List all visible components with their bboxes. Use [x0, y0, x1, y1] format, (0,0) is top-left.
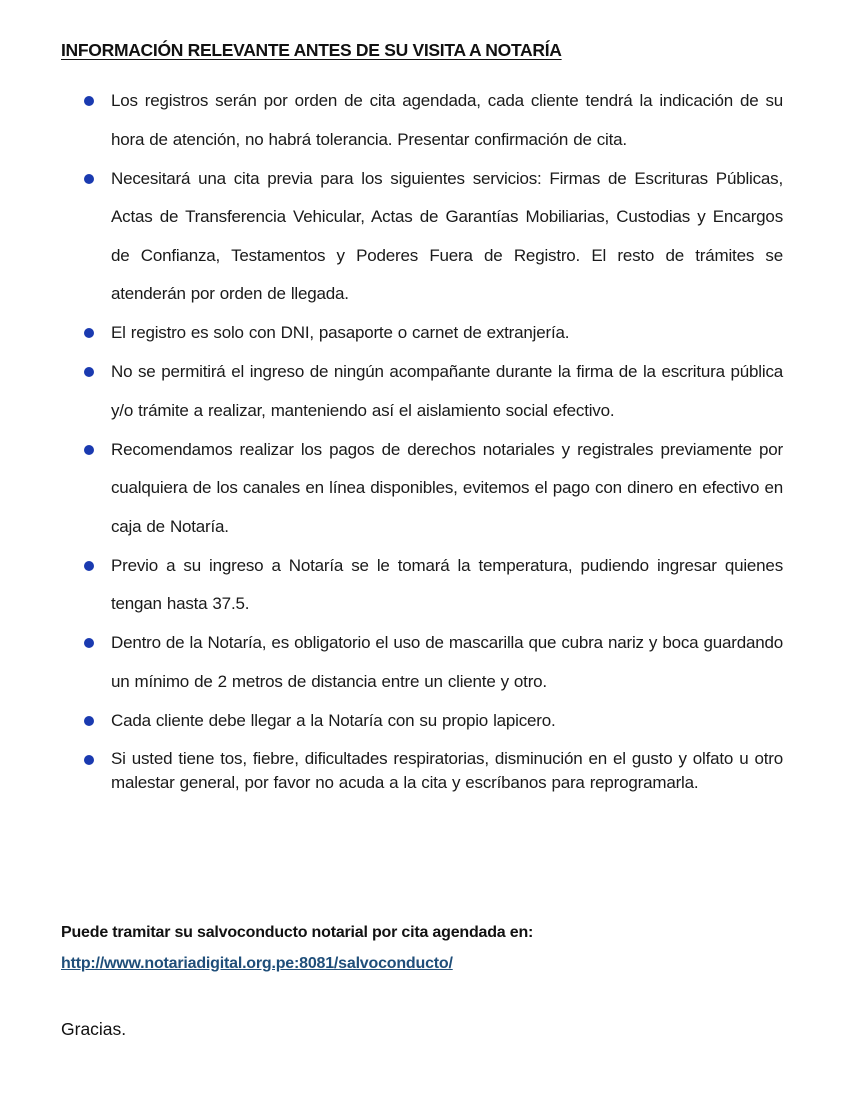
bullet-icon: [84, 716, 94, 726]
list-item-text: Dentro de la Notaría, es obligatorio el uso de mascarilla que cubra nariz y boca guardando un mínimo de 2 metros de distancia entre un cliente y otro.: [111, 633, 783, 691]
info-list: [0, 82, 850, 796]
bullet-icon: [84, 367, 94, 377]
bullet-icon: [84, 561, 94, 571]
list-item: [0, 747, 783, 795]
list-item: [0, 353, 783, 430]
list-item: [0, 314, 783, 353]
closing-text: Gracias.: [61, 1019, 127, 1039]
list-item-text: El registro es solo con DNI, pasaporte o carnet de extranjería.: [111, 323, 570, 342]
list-item-text: Recomendamos realizar los pagos de derechos notariales y registrales previamente por cualquiera de los canales en línea disponibles, evitemos el pago con dinero en efectivo en caja de Notaría.: [111, 439, 783, 536]
bullet-icon: [84, 445, 94, 455]
list-item-text: Necesitará una cita previa para los siguientes servicios: Firmas de Escrituras Públicas, Actas de Transferencia Vehicular, Actas de Garantías Mobiliarias, Custodias y Encargos de Confianza, Testamentos y Poderes Fuera de Registro. El resto de trámites se atenderán por orden de llegada.: [111, 168, 783, 303]
list-item: [0, 547, 783, 624]
list-item: [0, 624, 783, 701]
list-item-text: No se permitirá el ingreso de ningún acompañante durante la firma de la escritura pública y/o trámite a realizar, manteniendo así el aislamiento social efectivo.: [111, 362, 783, 420]
bullet-icon: [84, 755, 94, 765]
list-item: [0, 160, 783, 314]
list-item-text: Previo a su ingreso a Notaría se le tomará la temperatura, pudiendo ingresar quienes tengan hasta 37.5.: [111, 555, 783, 613]
bullet-icon: [84, 96, 94, 106]
list-item: [0, 82, 783, 159]
document-title: INFORMACIÓN RELEVANTE ANTES DE SU VISITA A NOTARÍA: [61, 40, 562, 60]
bullet-icon: [84, 328, 94, 338]
list-item-text: Si usted tiene tos, fiebre, dificultades respiratorias, disminución en el gusto y olfato u otro malestar general, por favor no acuda a la cita y escríbanos para reprogramarla.: [111, 749, 783, 792]
bullet-icon: [84, 174, 94, 184]
list-item-text: Cada cliente debe llegar a la Notaría con su propio lapicero.: [111, 710, 556, 730]
bullet-icon: [84, 638, 94, 648]
list-item: [0, 702, 783, 741]
salvoconducto-link[interactable]: http://www.notariadigital.org.pe:8081/salvoconducto/: [61, 955, 453, 972]
list-item-text: Los registros serán por orden de cita agendada, cada cliente tendrá la indicación de su hora de atención, no habrá tolerancia. Presentar confirmación de cita.: [111, 91, 783, 149]
salvoconducto-note: Puede tramitar su salvoconducto notarial por cita agendada en:: [61, 924, 534, 941]
list-item: [0, 431, 783, 547]
